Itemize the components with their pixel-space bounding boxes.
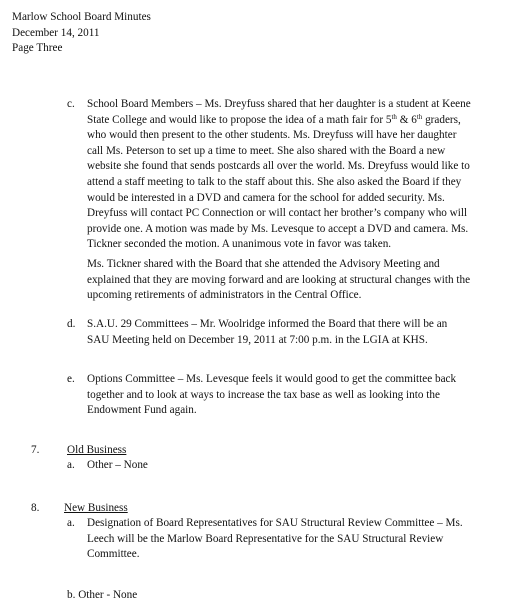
section-7-title: Old Business (67, 444, 127, 456)
item-c-label: c. (67, 98, 75, 110)
section-8-title: New Business (64, 502, 128, 514)
section-8-number: 8. (31, 502, 40, 514)
item-d-line: S.A.U. 29 Committees – Mr. Woolridge informed the Board that there will be an (87, 318, 448, 330)
item-c-line (87, 113, 527, 129)
item-c-line: who would then present to the other students. Ms. Dreyfuss will have her daughter (87, 129, 457, 142)
item-d-label: d. (67, 318, 76, 330)
item-c-line: explained that they are moving forward and are looking at structural changes with the (87, 273, 471, 286)
old-business-a-text: Other – None (87, 459, 148, 471)
new-business-b-text: b. Other - None (67, 589, 138, 601)
item-c-line: attend a staff meeting to talk to the staff about this. She also asked the Board if they (87, 175, 462, 188)
item-e-label: e. (67, 373, 75, 385)
item-c-line: website she found that sends postcards all over the world. Ms. Dreyfuss would like to (87, 160, 470, 173)
item-e-line: Endowment Fund again. (87, 404, 197, 417)
new-business-a-paragraph (87, 516, 527, 563)
item-c-line: call Ms. Peterson to set up a time to meet. She also shared with the Board a new (87, 144, 446, 157)
superscript: th (416, 112, 423, 121)
item-c-line-text: graders, (422, 113, 461, 126)
page-number: Page Three (12, 42, 63, 55)
item-c-line: Dreyfuss will contact PC Connection or will contact her brother’s company who will (87, 207, 468, 220)
item-c-line-text: & 6 (396, 113, 417, 126)
item-c-line: provide one. A motion was made by Ms. Levesque to accept a DVD and camera. Ms. (87, 222, 469, 235)
item-c-paragraph-2 (87, 257, 527, 304)
superscript: th (391, 112, 397, 121)
old-business-a-label: a. (67, 459, 75, 471)
section-7-number: 7. (31, 444, 40, 456)
item-c-line: upcoming retirements of administrators in the Central Office. (87, 289, 362, 302)
item-d-paragraph (87, 317, 527, 348)
item-e-line: Options Committee – Ms. Levesque feels it would good to get the committee back (87, 373, 457, 385)
item-c-line: School Board Members – Ms. Dreyfuss shared that her daughter is a student at Keene (87, 98, 471, 110)
item-d-line: SAU Meeting held on December 19, 2011 at 7:00 p.m. in the LGIA at KHS. (87, 333, 428, 346)
item-e-line: together and to look at ways to increase the tax base as well as looking into the (87, 388, 440, 401)
new-business-a-line: Committee. (87, 548, 140, 561)
new-business-a-label: a. (67, 517, 75, 529)
document-title: Marlow School Board Minutes (12, 11, 151, 23)
document-header (12, 10, 312, 57)
item-c-paragraph (87, 97, 527, 253)
item-c-line-text: State College and would like to propose the idea of a math fair for 5 (87, 113, 392, 126)
document-date: December 14, 2011 (12, 26, 100, 39)
item-c-line: Tickner seconded the motion. A unanimous vote in favor was taken. (87, 238, 392, 251)
new-business-a-line: Designation of Board Representatives for SAU Structural Review Committee – Ms. (87, 517, 463, 529)
new-business-a-line: Leech will be the Marlow Board Representative for the SAU Structural Review (87, 532, 444, 545)
item-c-line: would be interested in a DVD and camera for the school for added security. Ms. (87, 191, 445, 204)
item-c-line: Ms. Tickner shared with the Board that she attended the Advisory Meeting and (87, 258, 440, 270)
item-e-paragraph (87, 372, 527, 419)
